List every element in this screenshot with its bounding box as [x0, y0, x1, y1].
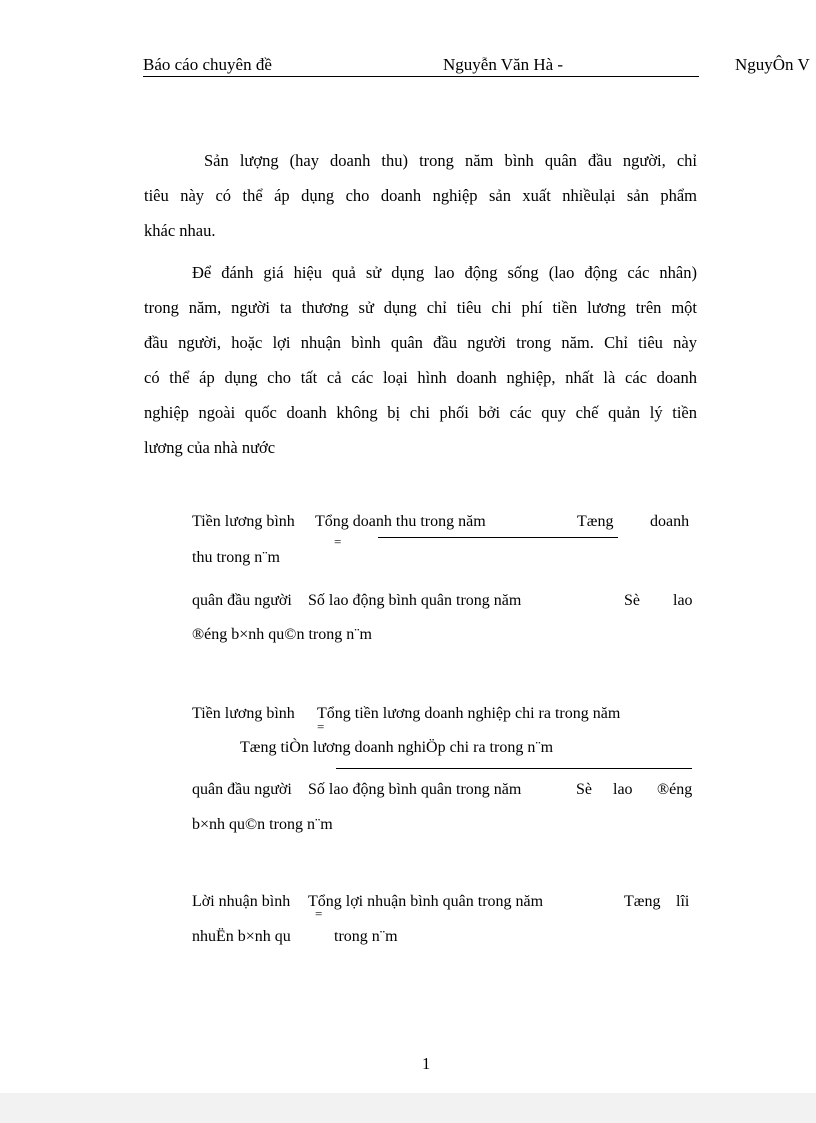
- formula-line: ®éng b×nh qu©n trong n¨m: [192, 626, 372, 643]
- formula-label: Lời nhuận bình: [192, 893, 291, 910]
- equals-sign: =: [334, 534, 342, 549]
- paragraph-line: Để đánh giá hiệu quả sử dụng lao động sống (lao động các nhân): [192, 263, 697, 282]
- formula-word: Tæng: [577, 513, 614, 530]
- equals-sign: =: [315, 906, 323, 921]
- formula-denominator: Số lao động bình quân trong năm: [308, 592, 522, 609]
- header-rule: [143, 76, 699, 77]
- equals-sign: =: [317, 719, 325, 734]
- paragraph-line: trong năm, người ta thương sử dụng chỉ tiêu chi phí tiền lương trên một: [144, 298, 697, 317]
- paragraph-line: lương của nhà nước: [144, 438, 276, 457]
- formula-label: Tiền lương bình: [192, 513, 295, 530]
- page-number: 1: [422, 1054, 431, 1073]
- paragraph-line: nghiệp ngoài quốc doanh không bị chi phối bởi các quy chế quản lý tiền: [144, 403, 697, 422]
- paragraph-line: có thể áp dụng cho tất cả các loại hình doanh nghiệp, nhất là các doanh: [144, 368, 697, 387]
- formula-line: thu trong n¨m: [192, 549, 280, 566]
- formula-word: Sè: [576, 781, 592, 798]
- paragraph-line: đầu người, hoặc lợi nhuận bình quân đầu người trong năm. Chỉ tiêu này: [144, 333, 697, 352]
- paragraph-1: [144, 143, 697, 248]
- formula-label: quân đầu người: [192, 592, 292, 609]
- paragraph-2: [144, 255, 697, 465]
- paragraph-line: khác nhau.: [144, 221, 216, 240]
- formula-word: Sè: [624, 592, 640, 609]
- fraction-bar: [378, 537, 618, 538]
- formula-denominator: Số lao động bình quân trong năm: [308, 781, 522, 798]
- paragraph-line: tiêu này có thể áp dụng cho doanh nghiệp sản xuất nhiềulại sản phẩm: [144, 186, 697, 205]
- formula-word: doanh: [650, 513, 690, 530]
- formula-label: quân đầu người: [192, 781, 292, 798]
- formula-word: lîi: [676, 893, 690, 910]
- formula-word: lao: [673, 592, 693, 609]
- formula-numerator: Tổng lợi nhuận bình quân trong năm: [308, 893, 544, 910]
- formula-word: ®éng: [657, 781, 693, 798]
- fraction-bar: [336, 768, 692, 769]
- formula-numerator: Tổng doanh thu trong năm: [315, 513, 486, 530]
- formula-numerator: Tổng tiền lương doanh nghiệp chi ra trong năm: [317, 705, 621, 722]
- formula-word: lao: [613, 781, 633, 798]
- header-center: Nguyễn Văn Hà -: [443, 55, 564, 74]
- formula-line: trong n¨m: [334, 928, 398, 945]
- header-left: Báo cáo chuyên đề: [143, 55, 272, 74]
- header-right: NguyÔn V: [735, 55, 810, 74]
- formula-line: Tæng tiÒn lương doanh nghiÖp chi ra trong n¨m: [240, 739, 554, 756]
- formula-line: nhuËn b×nh qu: [192, 928, 291, 945]
- page-bottom-edge: [0, 1093, 816, 1123]
- paragraph-line: Sản lượng (hay doanh thu) trong năm bình quân đầu người, chỉ: [204, 151, 697, 170]
- formula-label: Tiền lương bình: [192, 705, 295, 722]
- formula-word: Tæng: [624, 893, 661, 910]
- formula-line: b×nh qu©n trong n¨m: [192, 816, 333, 833]
